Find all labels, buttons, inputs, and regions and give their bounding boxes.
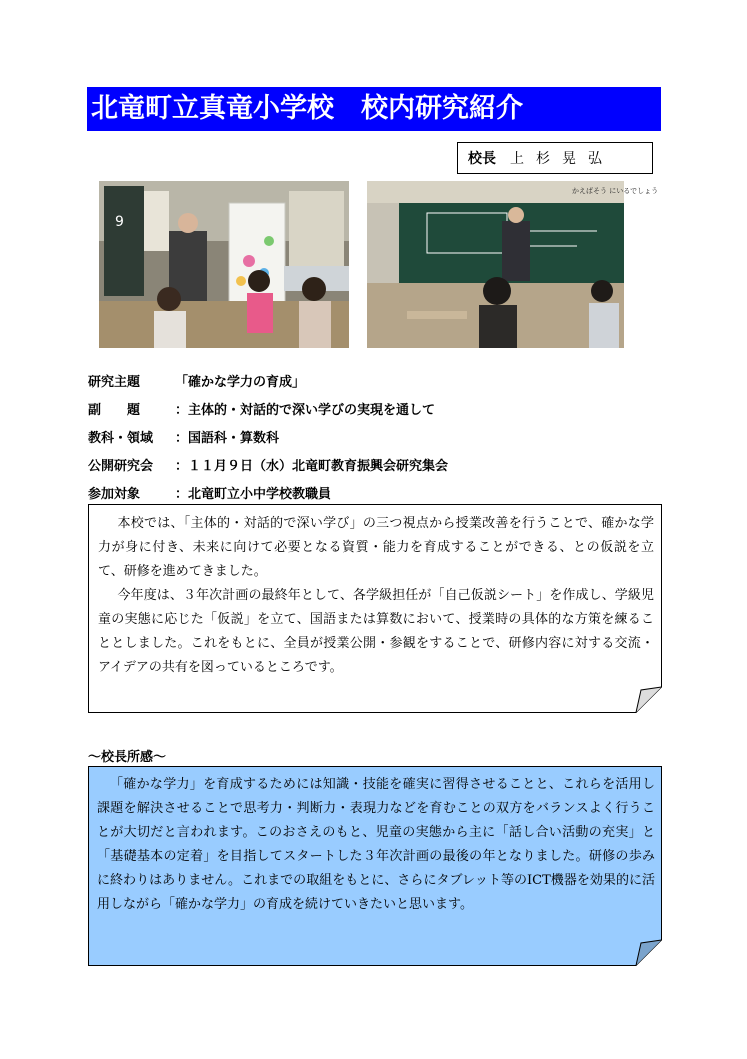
impressions-text: [97, 773, 655, 917]
impressions-paragraph: 「確かな学力」を育成するためには知識・技能を確実に習得させることと、これらを活用し課題を解決させることで思考力・判断力・表現力などを育むことの双方をバランスよく行うことが大切だと言われます。このおさえのもと、児童の実態から主に「話し合い活動の充実」と「基礎基本の定着」を目指してスタートした３年次計画の最後の年となりました。研修の歩みに終わりはありません。これまでの取組をもとに、さらにタブレット等のICT機器を効果的に活用しながら「確かな学力」の育成を続けていきたいと思います。: [97, 777, 655, 912]
summary-text: [98, 512, 654, 680]
info-row-subject: [88, 422, 668, 450]
info-row-theme: [88, 366, 668, 394]
principal-name: 上杉晃弘: [510, 151, 614, 167]
summary-note: [88, 504, 662, 713]
board-caption: かえばそう にいるでしょう: [572, 187, 659, 195]
research-info: [88, 366, 668, 506]
info-row-participants: [88, 478, 668, 506]
theme-label: 研究主題: [88, 374, 141, 390]
page-title: 北竜町立真竜小学校 校内研究紹介: [87, 87, 661, 131]
subtitle-label: 副 題: [88, 402, 141, 418]
principal-role: 校長: [468, 151, 496, 167]
classroom-photo-right: [367, 181, 659, 348]
subject-label: 教科・領域: [88, 430, 154, 446]
subtitle-value: ：主体的・対話的で深い学びの実現を通して: [175, 402, 436, 418]
subject-value: ：国語科・算数科: [175, 430, 280, 446]
board-number: 9: [115, 214, 124, 230]
open-event-value: ：１１月９日（水）北竜町教育振興会研究集会: [175, 458, 449, 474]
participants-label: 参加対象: [88, 486, 141, 502]
info-row-subtitle: [88, 394, 668, 422]
summary-paragraph-1: 本校では、「主体的・対話的で深い学び」の三つ視点から授業改善を行うことで、確かな学力が身に付き、未来に向けて必要となる資質・能力を育成することができる、との仮説を立て、研修を進めてきました。: [98, 516, 654, 579]
principal-box: [457, 142, 653, 174]
impressions-note: [88, 766, 662, 966]
info-row-open-event: [88, 450, 668, 478]
open-event-label: 公開研究会: [88, 458, 154, 474]
classroom-photo-left: [99, 181, 349, 348]
impressions-heading: ～校長所感～: [88, 750, 167, 765]
summary-paragraph-2: 今年度は、３年次計画の最終年として、各学級担任が「自己仮説シート」を作成し、学級児童の実態に応じた「仮説」を立て、国語または算数において、授業時の具体的な方策を練ることとしました。これをもとに、全員が授業公開・参観をすることで、研修内容に対する交流・アイデアの共有を図っているところです。: [98, 588, 654, 675]
theme-value: 「確かな学力の育成」: [175, 374, 306, 390]
participants-value: ：北竜町立小中学校教職員: [175, 486, 332, 502]
